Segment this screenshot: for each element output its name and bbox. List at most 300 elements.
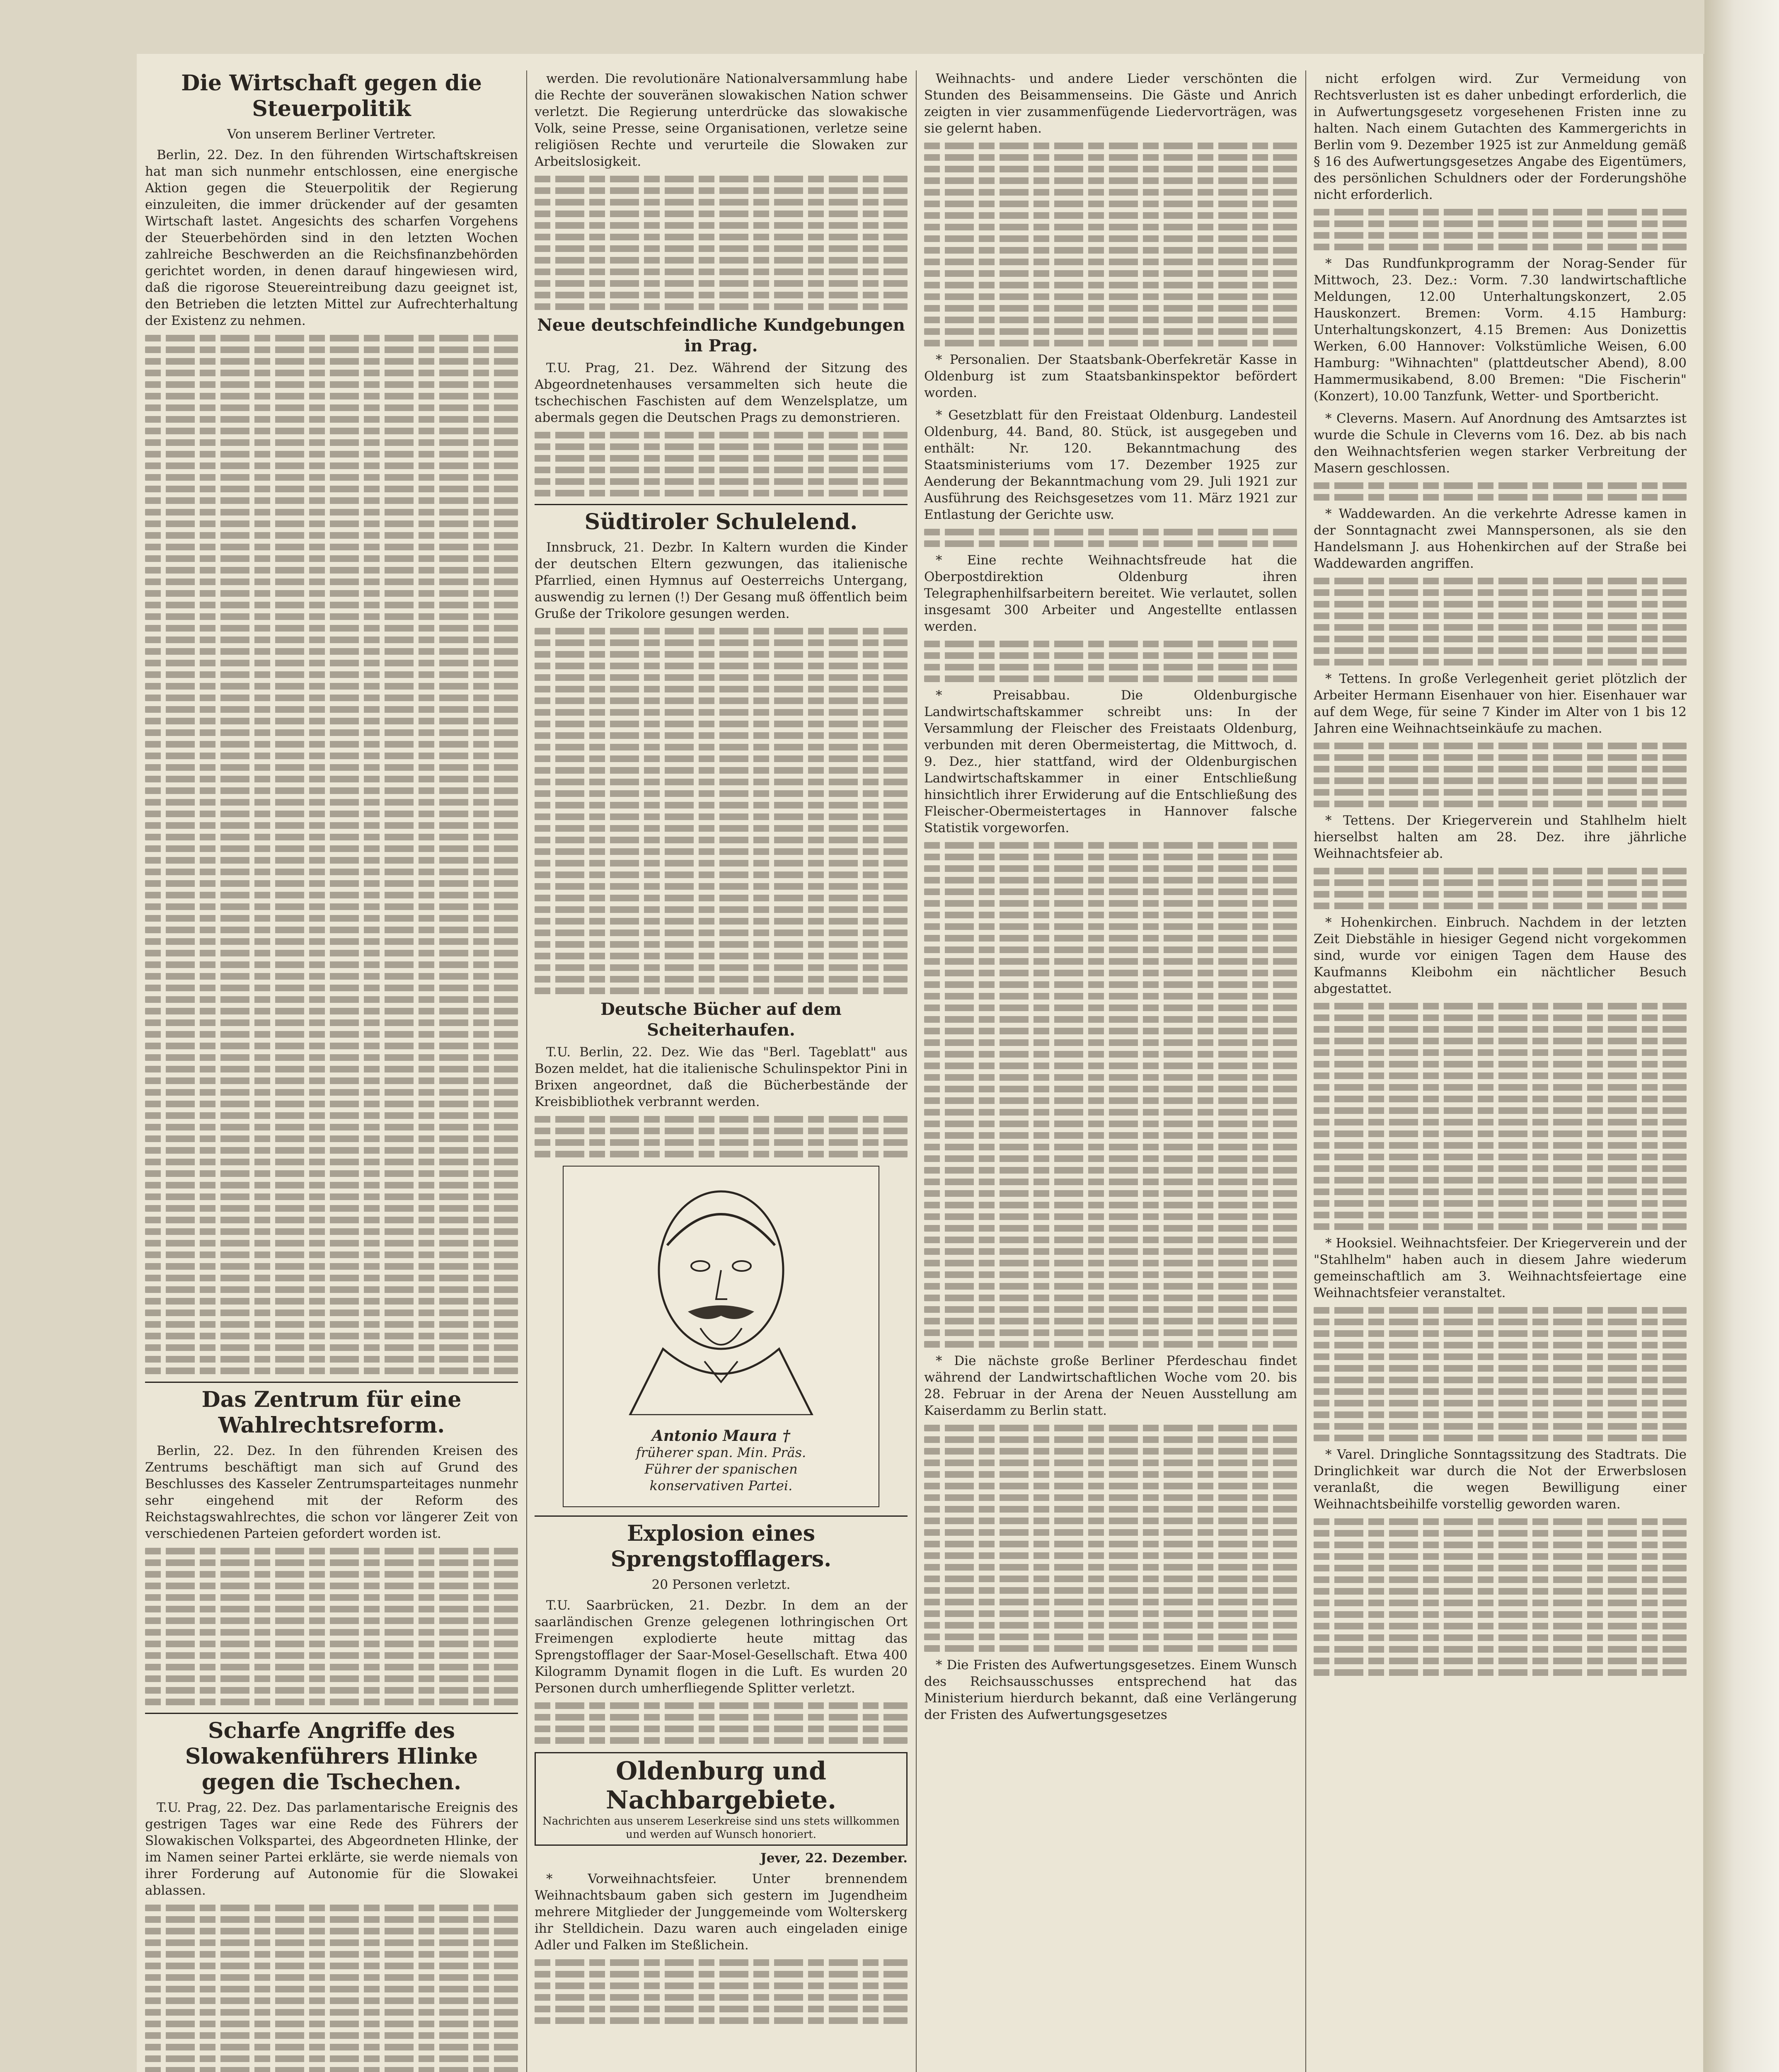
article-text: * Die Fristen des Aufwertungsgesetzes. Einem Wunsch des Reichsausschusses entsprechend hat das Ministerium hierdurch bekannt, daß eine Verlängerung der Fristen des Aufwertungsgesetzes — [924, 1658, 1297, 1722]
text-filler — [145, 1629, 518, 1636]
text-filler — [924, 1260, 1297, 1266]
text-filler — [145, 1008, 518, 1014]
text-filler — [1314, 1223, 1687, 1230]
text-filler — [145, 439, 518, 446]
text-filler — [924, 1074, 1297, 1081]
text-filler — [145, 1182, 518, 1188]
text-filler — [145, 1606, 518, 1612]
text-filler — [1314, 1365, 1687, 1372]
text-filler — [1314, 801, 1687, 807]
text-filler — [145, 1321, 518, 1328]
text-filler — [1314, 578, 1687, 584]
text-filler — [924, 293, 1297, 300]
text-filler — [145, 567, 518, 574]
text-filler — [924, 1518, 1297, 1524]
text-filler — [535, 187, 908, 194]
text-filler — [1314, 659, 1687, 666]
text-filler — [1314, 1646, 1687, 1653]
portrait-caption — [564, 1428, 879, 1494]
text-filler — [535, 1971, 908, 1978]
section-title: Oldenburg und Nachbargebiete. — [605, 1757, 837, 1815]
caption-line: früherer span. Min. Präs. — [636, 1445, 806, 1460]
text-filler — [1314, 1061, 1687, 1067]
text-filler — [924, 900, 1297, 907]
text-filler — [1314, 1576, 1687, 1583]
text-filler — [145, 973, 518, 980]
text-filler — [145, 915, 518, 922]
text-filler — [535, 455, 908, 462]
headline-explosion: Explosion eines Sprengstofflagers. — [535, 1515, 908, 1572]
text-filler — [924, 235, 1297, 242]
text-filler — [145, 1641, 518, 1647]
text-filler — [535, 1702, 908, 1709]
text-filler — [924, 1121, 1297, 1127]
article-text: * Gesetzblatt für den Freistaat Oldenburg. Landesteil Oldenburg, 44. Band, 80. Stück, ist ausgegeben und enthält: Nr. 120. Bekanntmachung des Staatsministeriums vom 17. Dezember 1925 zur Aenderung der Bekanntmachung vom 29. Juli 1921 zur Ausführung des Reichsgesetzes vom 11. März 1921 zur Entlastung der Gerichte usw. — [924, 408, 1297, 522]
text-filler — [145, 2044, 518, 2050]
text-filler — [1314, 1600, 1687, 1606]
text-filler — [924, 201, 1297, 207]
text-filler — [924, 1436, 1297, 1443]
article-text: * Die nächste große Berliner Pferdeschau findet während der Landwirtschaftlichen Woche vom 20. bis 28. Februar in der Arena der Neuen Ausstellung am Kaiserdamm zu Berlin statt. — [924, 1353, 1297, 1418]
text-filler — [145, 938, 518, 945]
text-filler — [535, 929, 908, 936]
text-filler — [145, 335, 518, 341]
text-filler — [145, 1240, 518, 1247]
text-filler — [535, 2006, 908, 2012]
text-filler — [535, 1959, 908, 1966]
headline-south-tyrol: Südtiroler Schulelend. — [535, 504, 908, 535]
text-filler — [145, 660, 518, 666]
column-1 — [145, 70, 518, 2072]
text-filler — [145, 1286, 518, 1293]
text-filler — [1314, 1096, 1687, 1102]
text-filler — [535, 245, 908, 252]
text-filler — [145, 1368, 518, 1374]
text-filler — [535, 176, 908, 182]
text-filler — [145, 1101, 518, 1107]
text-filler — [1314, 482, 1687, 489]
text-filler — [145, 1675, 518, 1682]
article-text: * Tettens. Der Kriegerverein und Stahlhelm hielt hierselbst halten am 28. Dez. ihre jährliche Weihnachtsfeier ab. — [1314, 813, 1687, 861]
text-filler — [145, 706, 518, 713]
text-filler — [535, 837, 908, 843]
text-filler — [924, 177, 1297, 184]
text-filler — [145, 1251, 518, 1258]
text-filler — [145, 1344, 518, 1351]
text-filler — [924, 1610, 1297, 1617]
article-text: Berlin, 22. Dez. In den führenden Kreisen des Zentrums beschäftigt man sich auf Grund des Beschlusses des Kasseler Zentrumsparteitages nunmehr sehr eingehend mit der Reform des Reichstagswahlrechtes, die schon vor längerer Zeit von verschiedenen Parteien gefordert worden ist. — [145, 1443, 518, 1541]
text-filler — [145, 764, 518, 771]
text-filler — [1314, 1669, 1687, 1676]
text-filler — [145, 1652, 518, 1659]
text-filler — [924, 1494, 1297, 1501]
text-filler — [145, 404, 518, 411]
text-filler — [924, 317, 1297, 323]
text-filler — [145, 2067, 518, 2072]
article-text: Weihnachts- und andere Lieder verschönten die Stunden des Beisammenseins. Die Gäste und Anrich zeigten in vier zusammenfügende Liedervorträgen, was sie gelernt haben. — [924, 71, 1297, 136]
text-filler — [924, 958, 1297, 965]
text-filler — [924, 1552, 1297, 1559]
text-filler — [535, 257, 908, 264]
text-filler — [1314, 1565, 1687, 1571]
headline-slovak-leader: Scharfe Angriffe des Slowakenführers Hlinke gegen die Tschechen. — [145, 1713, 518, 1795]
text-filler — [535, 1714, 908, 1721]
text-filler — [1314, 1165, 1687, 1172]
text-filler — [1314, 1423, 1687, 1430]
text-filler — [535, 1151, 908, 1157]
text-filler — [145, 1548, 518, 1554]
text-filler — [1314, 1553, 1687, 1560]
text-filler — [924, 1318, 1297, 1324]
text-filler — [145, 683, 518, 690]
text-filler — [535, 709, 908, 716]
text-filler — [924, 842, 1297, 849]
text-filler — [145, 451, 518, 457]
text-filler — [1314, 589, 1687, 596]
text-filler — [1314, 612, 1687, 619]
text-filler — [145, 1594, 518, 1601]
text-filler — [924, 1155, 1297, 1162]
text-filler — [535, 211, 908, 217]
text-filler — [145, 520, 518, 527]
text-filler — [535, 663, 908, 669]
text-filler — [924, 1448, 1297, 1455]
text-filler — [145, 2021, 518, 2027]
text-filler — [145, 1905, 518, 1911]
text-filler — [145, 1310, 518, 1316]
text-filler — [145, 416, 518, 423]
text-filler — [924, 1132, 1297, 1139]
text-filler — [1314, 1377, 1687, 1383]
text-filler — [1314, 1026, 1687, 1033]
text-filler — [145, 1571, 518, 1578]
text-filler — [924, 1016, 1297, 1023]
text-filler — [145, 1077, 518, 1084]
text-filler — [924, 854, 1297, 860]
text-filler — [145, 1951, 518, 1958]
text-filler — [1314, 789, 1687, 796]
text-filler — [924, 1202, 1297, 1208]
byline: Von unserem Berliner Vertreter. — [227, 127, 436, 142]
text-filler — [145, 1333, 518, 1339]
text-filler — [535, 848, 908, 855]
text-filler — [145, 1928, 518, 1934]
text-filler — [145, 880, 518, 887]
text-filler — [924, 641, 1297, 647]
text-filler — [535, 790, 908, 797]
text-filler — [145, 474, 518, 481]
text-filler — [924, 259, 1297, 265]
text-filler — [1314, 209, 1687, 215]
text-filler — [145, 1124, 518, 1130]
text-filler — [145, 729, 518, 736]
text-filler — [535, 813, 908, 820]
text-filler — [145, 1559, 518, 1566]
text-filler — [145, 2055, 518, 2062]
text-filler — [1314, 879, 1687, 886]
text-filler — [1314, 1658, 1687, 1664]
subheadline: 20 Personen verletzt. — [651, 1577, 791, 1592]
text-filler — [924, 1295, 1297, 1301]
text-filler — [1314, 1072, 1687, 1079]
text-filler — [145, 602, 518, 608]
article-text: * Vorweihnachtsfeier. Unter brennendem Weihnachtsbaum gaben sich gestern im Jugendheim mehrere Mitglieder der Junggemeinde vom Wolterskerg ihr Stelldichein. Dazu waren auch eingeladen einige Adler und Falken im Steßlichein. — [535, 1871, 908, 1953]
text-filler — [924, 1506, 1297, 1513]
text-filler — [924, 529, 1297, 535]
article-text: * Hohenkirchen. Einbruch. Nachdem in der letzten Zeit Diebstähle in hiesiger Gegend nicht vorgekommen sind, wurde vor einigen Tagen dem Hause des Kaufmanns Kleibohm ein nächtlicher Besuch abgestattet. — [1314, 915, 1687, 996]
text-filler — [145, 579, 518, 585]
article-text: * Hooksiel. Weihnachtsfeier. Der Kriegerverein und der "Stahlhelm" haben auch in diesem Jahre wiederum gemeinschaftlich am 3. Weihnachtsfeiertage eine Weihnachtsfeier veranstaltet. — [1314, 1236, 1687, 1300]
text-filler — [535, 825, 908, 832]
text-filler — [535, 883, 908, 890]
text-filler — [145, 1298, 518, 1305]
text-filler — [924, 675, 1297, 682]
text-filler — [535, 1128, 908, 1134]
caption-name: Antonio Maura † — [651, 1427, 791, 1445]
text-filler — [145, 718, 518, 724]
text-filler — [1314, 636, 1687, 642]
text-filler — [924, 1051, 1297, 1058]
text-filler — [1314, 1130, 1687, 1137]
text-filler — [535, 964, 908, 971]
text-filler — [1314, 1400, 1687, 1406]
text-filler — [145, 1112, 518, 1119]
text-filler — [145, 857, 518, 864]
section-note: Nachrichten aus unserem Leserkreise sind uns stets willkommen und werden auf Wunsch honoriert. — [542, 1815, 900, 1841]
headline-zentrum-reform: Das Zentrum für eine Wahlrechtsreform. — [145, 1382, 518, 1438]
text-filler — [535, 674, 908, 681]
text-filler — [924, 1341, 1297, 1348]
text-filler — [1314, 1634, 1687, 1641]
text-filler — [145, 927, 518, 933]
text-filler — [1314, 1330, 1687, 1337]
text-filler — [1314, 494, 1687, 501]
text-filler — [924, 1213, 1297, 1220]
text-filler — [535, 1139, 908, 1146]
text-filler — [924, 1248, 1297, 1255]
text-filler — [1314, 766, 1687, 772]
text-filler — [924, 270, 1297, 277]
text-filler — [535, 755, 908, 762]
text-filler — [1314, 1049, 1687, 1056]
text-filler — [145, 950, 518, 956]
text-filler — [924, 154, 1297, 161]
text-filler — [145, 428, 518, 434]
text-filler — [924, 877, 1297, 884]
text-filler — [145, 1043, 518, 1049]
text-filler — [924, 1460, 1297, 1466]
text-filler — [535, 744, 908, 750]
text-filler — [145, 671, 518, 678]
text-filler — [535, 953, 908, 959]
text-filler — [924, 1576, 1297, 1582]
text-filler — [1314, 1119, 1687, 1126]
text-filler — [1314, 777, 1687, 784]
text-filler — [924, 247, 1297, 254]
text-filler — [924, 1097, 1297, 1104]
text-filler — [145, 1066, 518, 1072]
text-filler — [924, 1237, 1297, 1243]
text-filler — [535, 467, 908, 473]
caption-line: konservativen Partei. — [649, 1478, 793, 1493]
text-filler — [924, 1063, 1297, 1069]
text-filler — [1314, 891, 1687, 898]
text-filler — [145, 1997, 518, 2004]
text-filler — [145, 996, 518, 1003]
portrait-illustration — [563, 1166, 879, 1507]
text-filler — [924, 865, 1297, 872]
text-filler — [535, 976, 908, 983]
text-filler — [1314, 1542, 1687, 1548]
text-filler — [145, 1031, 518, 1038]
text-filler — [924, 946, 1297, 953]
text-filler — [535, 721, 908, 727]
text-filler — [535, 732, 908, 739]
text-filler — [535, 686, 908, 692]
text-filler — [1314, 1388, 1687, 1395]
text-filler — [535, 906, 908, 913]
text-filler — [145, 787, 518, 794]
text-filler — [535, 779, 908, 785]
text-filler — [924, 340, 1297, 346]
text-filler — [145, 1699, 518, 1705]
text-filler — [535, 292, 908, 298]
text-filler — [924, 664, 1297, 670]
text-filler — [145, 393, 518, 399]
text-filler — [535, 303, 908, 310]
text-filler — [1314, 1411, 1687, 1418]
text-filler — [145, 1089, 518, 1096]
text-filler — [145, 1263, 518, 1270]
text-filler — [924, 993, 1297, 1000]
text-filler — [924, 888, 1297, 895]
text-filler — [145, 1583, 518, 1589]
text-filler — [924, 970, 1297, 976]
text-filler — [924, 1541, 1297, 1547]
text-filler — [145, 1228, 518, 1235]
text-filler — [145, 1217, 518, 1223]
column-rule — [1305, 70, 1306, 2072]
text-filler — [924, 1483, 1297, 1489]
article-text: * Varel. Dringliche Sonntagssitzung des Stadtrats. Die Dringlichkeit war durch die Not der Erwerbslosen veranlaßt, die wegen Bewilligung einer Weihnachtsbeihilfe vorstellig geworden waren. — [1314, 1447, 1687, 1512]
article-text: * Personalien. Der Staatsbank-Oberfekretär Kasse in Oldenburg ist zum Staatsbankinspektor befördert worden. — [924, 352, 1297, 400]
text-filler — [924, 282, 1297, 288]
text-filler — [924, 189, 1297, 196]
text-filler — [924, 923, 1297, 930]
text-filler — [535, 988, 908, 994]
text-filler — [535, 697, 908, 704]
text-filler — [1314, 1200, 1687, 1207]
text-filler — [535, 767, 908, 774]
article-text: Berlin, 22. Dez. In den führenden Wirtschaftskreisen hat man sich nunmehr entschlossen, eine energische Aktion gegen die Steuerpolitik der Regierung einzuleiten, die immer drückender auf der gesamten Wirtschaft lastet. Angesichts des scharfen Vorgehens der Steuerbehörden sind in den letzten Wochen zahlreiche Beschwerden an die Reichsfinanzbehörden gerichtet worden, in denen darauf hingewiesen wird, daß die rigorose Steuereintreibung dazu geeignet ist, den Betrieben die letzten Mittel zur Aufrechterhaltung der Existenz zu nehmen. — [145, 148, 518, 328]
article-text: * Preisabbau. Die Oldenburgische Landwirtschaftskammer schreibt uns: In der Versammlung der Fleischer des Freistaats Oldenburg, verbunden mit deren Obermeistertag, die Mittwoch, d. 9. Dez., hier stattfand, wird der Oldenburgischen Landwirtschaftskammer in einer Entschließung hinsichtlich ihrer Erwiderung auf die Entschließung des Fleischer-Obermeistertages in Hannover falsche Statistik vorgeworfen. — [924, 688, 1297, 835]
headline-economy-tax: Die Wirtschaft gegen die Steuerpolitik — [181, 70, 482, 121]
text-filler — [1314, 1038, 1687, 1044]
text-filler — [145, 555, 518, 562]
text-filler — [145, 869, 518, 875]
column-4 — [1314, 70, 1687, 2072]
regional-section-header — [535, 1752, 908, 1846]
text-filler — [924, 1086, 1297, 1092]
text-filler — [1314, 647, 1687, 654]
text-filler — [145, 1205, 518, 1212]
text-filler — [145, 1170, 518, 1177]
text-filler — [145, 903, 518, 910]
text-filler — [145, 1147, 518, 1154]
article-text: T.U. Berlin, 22. Dez. Wie das "Berl. Tageblatt" aus Bozen meldet, hat die italienische Schulinspektor Pini in Brixen angeordnet, daß die Bücherbestände der Kreisbibliothek verbrannt werden. — [535, 1045, 908, 1109]
text-filler — [145, 358, 518, 365]
text-filler — [145, 1275, 518, 1281]
book-spine-edge — [1704, 0, 1779, 2072]
text-filler — [145, 637, 518, 643]
text-filler — [145, 1916, 518, 1923]
text-filler — [1314, 624, 1687, 631]
text-filler — [924, 212, 1297, 219]
text-filler — [1314, 1342, 1687, 1348]
text-filler — [145, 509, 518, 516]
text-filler — [145, 462, 518, 469]
text-filler — [924, 1179, 1297, 1185]
caption-line: Führer der spanischen — [644, 1461, 798, 1477]
text-filler — [924, 305, 1297, 312]
text-filler — [1314, 1142, 1687, 1149]
article-text: * Das Rundfunkprogramm der Norag-Sender für Mittwoch, 23. Dez.: Vorm. 7.30 landwirtschaftliche Meldungen, 12.00 Unterhaltungskonzert, 2.05 Hauskonzert. Bremen: Vorm. 4.15 Hamburg: Unterhaltungskonzert, 4.15 Bremen: Aus Donizettis Werken, 6.00 Hannover: Volkstümliche Weisen, 6.00 Hamburg: "Wihnachten" (plattdeutscher Abend), 8.00 Hammermusikabend, 8.00 Bremen: "Die Fischerin" (Konzert), 10.00 Tanzfunk, Wetter- und Sportbericht. — [1314, 256, 1687, 404]
text-filler — [924, 540, 1297, 547]
text-filler — [924, 1564, 1297, 1571]
text-filler — [535, 871, 908, 878]
article-text: T.U. Prag, 22. Dez. Das parlamentarische Ereignis des gestrigen Tages war eine Rede des Führers der Slowakischen Volkspartei, des Abgeordneten Hlinke, der im Namen seiner Partei erklärte, sie werde niemals von ihrer Forderung auf Autonomie für die Slowakei ablassen. — [145, 1800, 518, 1898]
text-filler — [145, 544, 518, 550]
text-filler — [535, 802, 908, 808]
text-filler — [145, 1986, 518, 1992]
text-filler — [145, 648, 518, 655]
article-text: T.U. Prag, 21. Dez. Während der Sitzung des Abgeordnetenhauses versammelten sich heute die tschechischen Faschisten auf dem Wenzelsplatze, um abermals gegen die Deutschen Prags zu demonstrieren. — [535, 361, 908, 425]
text-filler — [145, 892, 518, 898]
text-filler — [1314, 601, 1687, 608]
text-filler — [145, 497, 518, 504]
text-filler — [1314, 1611, 1687, 1618]
article-text: nicht erfolgen wird. Zur Vermeidung von Rechtsverlusten ist es daher unbedingt erforderlich, die in Aufwertungsgesetz vorgesehenen Fristen inne zu halten. Nach einem Gutachten des Kammergerichts in Berlin vom 9. Dezember 1925 ist zur Anmeldung gemäß § 16 des Aufwertungsgesetzes Angabe des Eigentümers, des persönlichen Schuldners oder der Forderungshöhe nicht erforderlich. — [1314, 71, 1687, 202]
text-filler — [924, 1225, 1297, 1232]
portrait-sketch-icon — [564, 1167, 879, 1415]
text-filler — [1314, 1212, 1687, 1218]
text-filler — [1314, 1307, 1687, 1314]
text-filler — [1314, 220, 1687, 227]
text-filler — [924, 143, 1297, 149]
text-filler — [535, 1116, 908, 1123]
text-filler — [535, 432, 908, 438]
text-filler — [145, 1939, 518, 1946]
text-filler — [145, 1054, 518, 1061]
text-filler — [535, 651, 908, 658]
text-filler — [1314, 1107, 1687, 1114]
text-filler — [145, 776, 518, 782]
text-filler — [535, 199, 908, 206]
text-filler — [145, 1664, 518, 1670]
text-filler — [1314, 1188, 1687, 1195]
text-filler — [145, 486, 518, 492]
text-filler — [145, 822, 518, 829]
text-filler — [1314, 1154, 1687, 1160]
text-filler — [145, 1974, 518, 1981]
text-filler — [535, 2017, 908, 2024]
text-filler — [145, 834, 518, 840]
text-filler — [535, 918, 908, 925]
text-filler — [924, 1587, 1297, 1594]
text-filler — [1314, 244, 1687, 250]
text-filler — [145, 753, 518, 759]
text-filler — [924, 1190, 1297, 1197]
